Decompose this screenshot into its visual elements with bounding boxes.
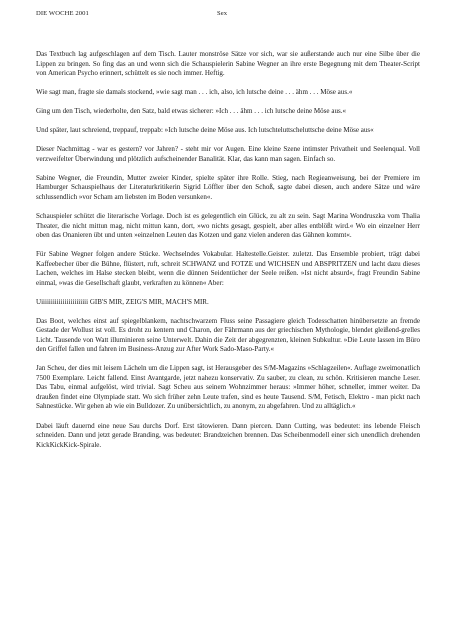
paragraph: Das Textbuch lag aufgeschlagen auf dem Tisch. Lauter monströse Sätze vor sich, war sie außerstande auch nur eine Silbe über die Lippen zu bringen. So fing das an und wenn sich die Schauspielerin Sabine Wegner an ihre erste Begegnung mit dem Theater-Script von American Psycho erinnert, schüttelt es sie noch immer. Heftig. bbox=[36, 50, 420, 77]
paragraph: Schauspieler schützt die literarische Vorlage. Doch ist es gelegentlich ein Glück, zu alt zu sein. Sagt Marina Wondruszka vom Thalia Theater, die nicht mittun mag, nicht mittun kann, dort, »wo nichts gesagt, gespielt, aber alles entblößt wird.« Wo ein einzelner Herr oben das Onanieren übt und unten »einzelnen Leuten das Kotzen und ganz vielen anderen das Gähnen kommt«. bbox=[36, 212, 420, 240]
paragraph: Und später, laut schreiend, treppauf, treppab: »Ich lutsche deine Möse aus. Ich lutschteluttscheluttsche deine Möse aus« bbox=[36, 126, 374, 135]
paragraph: Sabine Wegner, die Freundin, Mutter zweier Kinder, spielte später ihre Rolle. Stieg, nach Regieanweisung, bei der Premiere im Hamburger Schauspielhaus der Literaturkritikerin Sigrid Löffler über den Schoß, sagte dabei diesen, auch andere Sätze und wäre schlussendlich »vor Scham am liebsten im Boden versunken«. bbox=[36, 173, 420, 201]
paragraph: Das Boot, welches einst auf spiegelblankem, nachtschwarzem Fluss seine Passagiere gleich Todesschatten hinübersetzte an fremde Gestade der Wollust ist voll. Es droht zu kentern und Charon, der Fährmann aus der griechischen Mythologie, blendet gleißend-grelles Licht. Tausende von Watt illuminieren seine Unterwelt. Dahin die Zeit der abgegrenzten, kleinen Subkultur. »Die Leute lassen im Büro den Griffel fallen und fahren im Business-Anzug zur After Work Sado-Maso-Party.« bbox=[36, 316, 420, 354]
paragraph: Dabei läuft dauernd eine neue Sau durchs Dorf. Erst tätowieren. Dann piercen. Dann Cutting, was bedeutet: ins lebende Fleisch schneiden. Dann und jetzt gerade Branding, was bedeutet: Brandzeichen brennen. Das Scheibenmodell einer sich unendlich drehenden KickKickKick-Spirale. bbox=[36, 421, 420, 449]
article-body bbox=[36, 50, 420, 460]
paragraph: Dieser Nachmittag - war es gestern? vor Jahren? - steht mir vor Augen. Eine kleine Szene intimster Privatheit und Seelenqual. Voll verzweifelter Überwindung und plötzlich aufscheinender Banalität. Klar, das kann man sagen. Einfach so. bbox=[36, 145, 420, 163]
paragraph: Ging um den Tisch, wiederholte, den Satz, bald etwas sicherer: »Ich . . . ähm . . . ich lutsche deine Möse aus.« bbox=[36, 107, 346, 116]
paragraph: Für Sabine Wegner folgen andere Stücke. Wechselndes Vokabular. Haltestelle.Geister. zuletzt. Das Ensemble probiert, trägt dabei Kaffeebecher über die Bühne, flüstert, ruft, schreit SCHWANZ und FOTZE und WICHSEN und ABSPRITZEN und lacht dazu dieses Lachen, welches im Halse stecken bleibt, wenn die dünnen Seidentücher der Seele reißen. »Ist nicht absurd«, fragt Freundin Sabine einmal, »was die Gesellschaft glaubt, verkraften zu können« Aber: bbox=[36, 250, 420, 287]
section-header: Sex bbox=[217, 10, 228, 17]
paragraph: Wie sagt man, fragte sie damals stockend, »wie sagt man . . . ich, also, ich lutsche deine . . . ähm . . . Möse aus.« bbox=[36, 88, 353, 97]
paragraph: Jan Scheu, der dies mit leisem Lächeln um die Lippen sagt, ist Herausgeber des S/M-Magazins »Schlagzeilen«. Auflage zweimonatlich 7500 Exemplare. Leicht fallend. Einst Avantgarde, jetzt nahezu konservativ. Zu sauber, zu clean, zu schön. Kritisieren manche Leser. Das Tabu, einmal aufgelöst, wird trivial. Sagt Scheu aus seinem Wohnzimmer heraus: »Immer höher, schneller, immer weiter. Da draußen findet eine Olympiade statt. Wo sich früher zehn Leute trafen, sind es heute Tausend. S/M, Fetisch, Elektro - man pickt nach Sahnestücke. Wir gehen ab wie ein Bulldozer. Zu unübersichtlich, zu anonym, zu abgefahren. Und zu alltäglich.« bbox=[36, 364, 420, 411]
paragraph: Uiiiiiiiiiiiiiiiiiiiiiiii GIB'S MIR, ZEIG'S MIR, MACH'S MIR. bbox=[36, 297, 209, 306]
publication-header: DIE WOCHE 2001 bbox=[36, 10, 89, 17]
